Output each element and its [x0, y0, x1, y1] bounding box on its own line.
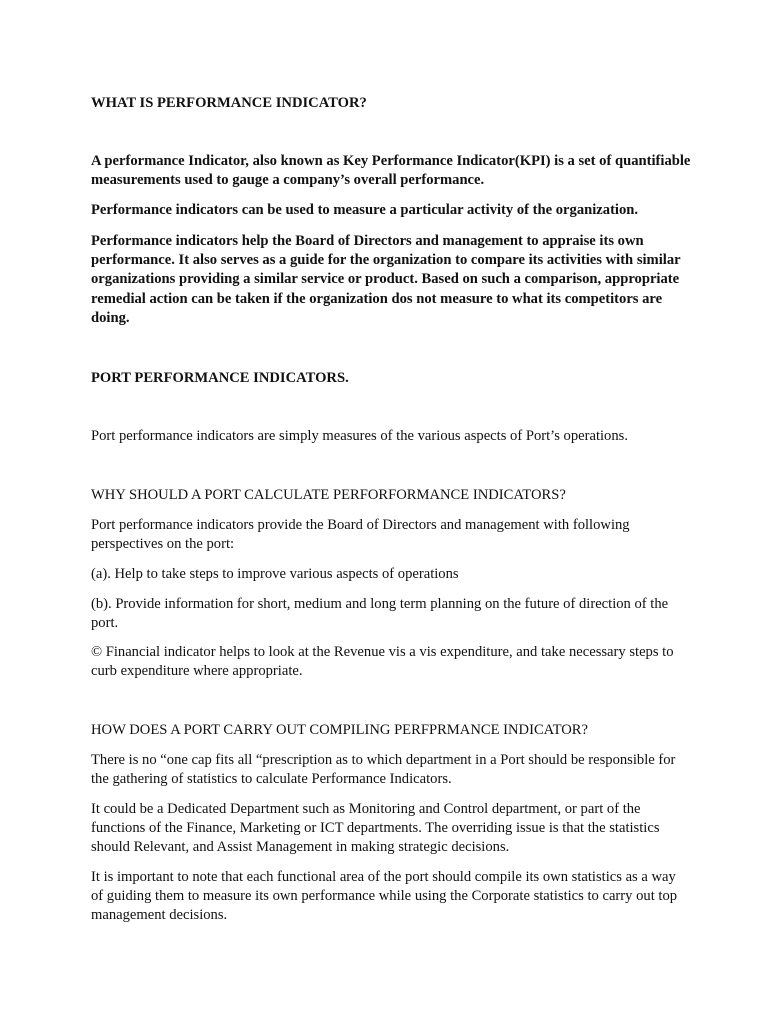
list-item-c: © Financial indicator helps to look at the Revenue vis a vis expenditure, and take necessary steps to curb expenditure where appropriate.: [91, 644, 674, 680]
heading-why-calculate: WHY SHOULD A PORT CALCULATE PERFORFORMANCE INDICATORS?: [91, 487, 566, 503]
paragraph-functional-area: It is important to note that each functional area of the port should compile its own statistics as a way of guiding them to measure its own performance while using the Corporate statistics to carry out top management decisions.: [91, 869, 678, 924]
paragraph-kpi-definition: A performance Indicator, also known as Key Performance Indicator(KPI) is a set of quantifiable measurements used to gauge a company’s overall performance.: [91, 153, 691, 189]
paragraph-dedicated-department: It could be a Dedicated Department such as Monitoring and Control department, or part of the functions of the Finance, Marketing or ICT departments. The overriding issue is that the statistics should Relevant, and Assist Management in making strategic decisions.: [91, 801, 660, 856]
paragraph-port-indicators-definition: Port performance indicators are simply measures of the various aspects of Port’s operations.: [91, 428, 628, 444]
paragraph-perspectives: Port performance indicators provide the Board of Directors and management with following perspectives on the port:: [91, 517, 630, 553]
heading-what-is-performance-indicator: WHAT IS PERFORMANCE INDICATOR?: [91, 95, 367, 111]
paragraph-no-one-cap: There is no “one cap fits all “prescription as to which department in a Port should be responsible for the gathering of statistics to calculate Performance Indicators.: [91, 752, 676, 788]
list-item-b: (b). Provide information for short, medium and long term planning on the future of direction of the port.: [91, 596, 669, 632]
paragraph-appraise-performance: Performance indicators help the Board of Directors and management to appraise its own performance. It also serves as a guide for the organization to compare its activities with similar organizations providing a similar service or product. Based on such a comparison, appropriate remedial action can be taken if the organization dos not measure to what its competitors are doing.: [91, 233, 681, 326]
list-item-a: (a). Help to take steps to improve various aspects of operations: [91, 566, 459, 582]
heading-how-compile: HOW DOES A PORT CARRY OUT COMPILING PERFPRMANCE INDICATOR?: [91, 722, 589, 738]
paragraph-measure-activity: Performance indicators can be used to measure a particular activity of the organization.: [91, 202, 639, 218]
heading-port-performance-indicators: PORT PERFORMANCE INDICATORS.: [91, 370, 349, 386]
